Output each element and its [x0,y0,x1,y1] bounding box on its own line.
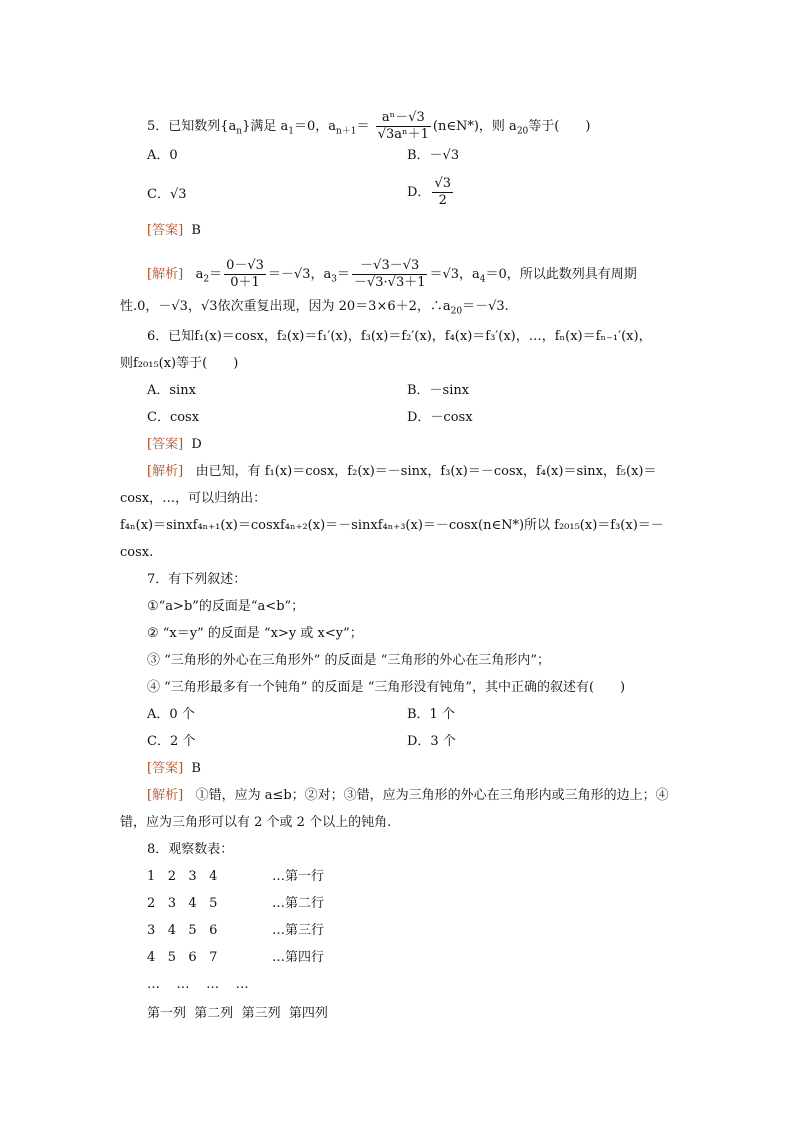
q5-option-a: A．0 [147,148,178,163]
q5-fraction-denominator: √3aⁿ＋1 [377,127,429,142]
table-cell: 3 [188,869,197,884]
table-cell: 5 [209,896,218,911]
analysis-text: ＝－√3，a [267,267,332,282]
q5-stem-text: (n∈N*)，则 a [432,119,517,134]
table-cell: 4 [188,896,197,911]
q5-option-c: C．√3 [147,187,187,202]
q6-stem-line1: 6．已知f₁(x)＝cosx，f₂(x)＝f₁′(x)，f₃(x)＝f₂′(x)，f₄(x)＝f₃′(x)，…，fₙ(x)＝fₙ₋₁′(x)， [147,329,652,344]
analysis-tag: [解析] [147,267,184,282]
q7-stem: 7．有下列叙述： [147,572,247,587]
row-label: …第三行 [272,923,325,938]
q7-option-a: A．0 个 [147,707,195,722]
q6-option-c: C．cosx [147,410,200,425]
q5-stem-text: 5．已知数列{a [147,119,237,134]
q6-option-a: A．sinx [147,383,196,398]
analysis-text: ＝ [336,267,350,282]
analysis-tag: [解析] [147,788,184,803]
q7-option-d: D．3 个 [407,734,456,749]
q5-option-d-fraction [432,176,453,209]
analysis-text: ＝0，所以此数列具有周期 [485,267,637,282]
q6-option-b: B．－sinx [407,383,470,398]
a3-denominator: －√3·√3＋1 [353,275,426,290]
answer-tag: [答案] [147,437,184,452]
a3-numerator: －√3－√3 [352,258,428,275]
a2-numerator: 0－√3 [226,258,264,273]
table-cell: 2 [147,896,156,911]
table-cell: 5 [167,950,176,965]
table-cell: 1 [147,869,156,884]
ellipsis: … [206,977,220,992]
q6-option-d: D．－cosx [407,410,473,425]
table-cell: 3 [147,923,156,938]
q7-analysis-line2: 错，应为三角形可以有 2 个或 2 个以上的钝角. [120,815,392,830]
q6-analysis-line1 [147,463,656,481]
table-cell: 3 [167,896,176,911]
column-label: 第二列 [194,1006,234,1021]
q5-option-d-numerator: √3 [434,176,451,191]
a3-fraction [352,258,428,291]
answer-value: B [191,223,201,238]
q7-option-c: C．2 个 [147,734,196,749]
table-cell: 7 [209,950,218,965]
row-label: …第二行 [272,896,325,911]
q7-item-2: ② “x＝y” 的反面是 “x>y 或 x<y”； [147,626,363,641]
analysis-text: ＝√3，a [429,267,480,282]
q5-stem-text: ＝ [356,119,370,134]
table-cell: 2 [167,869,176,884]
answer-tag: [答案] [147,223,184,238]
q5-fraction [376,110,431,143]
q5-stem-text: ＝0，a [293,119,337,134]
q5-option-d-denominator: 2 [438,193,447,208]
analysis-tag: [解析] [147,464,184,479]
a2-fraction [224,258,266,291]
q7-item-4: ④ “三角形最多有一个钝角” 的反面是 “三角形没有钝角”，其中正确的叙述有( ) [147,680,626,695]
table-row [147,922,217,940]
q5-answer [147,222,201,240]
ellipsis: … [235,977,249,992]
q6-stem-line2: 则f₂₀₁₅(x)等于( ) [120,356,239,371]
table-cell: 6 [209,923,218,938]
q7-item-1: ①“a>b”的反面是“a<b”； [147,599,305,614]
answer-tag: [答案] [147,761,184,776]
table-row [147,949,217,967]
table-cell: 6 [188,950,197,965]
q6-analysis-line3: f₄ₙ(x)＝sinxf₄ₙ₊₁(x)＝cosxf₄ₙ₊₂(x)＝－sinxf₄ₙ₊₃(x)＝－cosx(n∈N*)所以 f₂₀₁₅(x)＝f₃(x)＝－ [120,518,664,533]
analysis-text: a [195,267,204,282]
analysis-text: ＝ [209,267,223,282]
q6-analysis-line2: cosx，…，可以归纳出： [120,491,267,506]
q6-analysis-line4: cosx. [120,545,154,560]
row-label: …第四行 [272,950,325,965]
q7-answer [147,760,201,778]
q5-stem: 5．已知数列$\{a_n\}$满足 $a_1=0$，$a_{n+1}=$ $\frac{\text{aⁿ－√3}}{\text{√3aⁿ＋1}}$ (n∈N*)，则 $a_{20}$等于( ) [147,110,591,142]
table-cell: 4 [147,950,156,965]
q5-analysis-line1: [解析] $a_2=$ $\frac{0-√3}{0+1}$ ＝－√3，$a_3=$ $\frac{-√3-√3}{-√3\cdot√3+1}$ ＝√3，$a_4=0$，所以此数列具有周期 [147,258,637,290]
table-cell: 5 [188,923,197,938]
answer-value: D [191,437,202,452]
column-label: 第一列 [147,1006,187,1021]
q5-analysis-line2: 性.0，－√3，√3依次重复出现，因为 20＝3×6＋2，$\therefore a_{20}=-√3$. [120,299,509,317]
q5-option-d-prefix: D． [407,185,431,200]
table-cell: 4 [209,869,218,884]
column-label: 第四列 [288,1006,328,1021]
analysis-text: ①错，应为 a≤b；②对；③错，应为三角形的外心在三角形内或三角形的边上；④ [195,788,669,803]
table-row [147,895,217,913]
q5-fraction-numerator: aⁿ－√3 [376,110,431,127]
q7-item-3: ③ “三角形的外心在三角形外” 的反面是 “三角形的外心在三角形内”； [147,653,550,668]
q5-option-d [407,176,455,209]
ellipsis: … [176,977,190,992]
column-labels [147,1005,328,1023]
q8-stem: 8．观察数表： [147,842,234,857]
q5-option-b: B．－√3 [407,148,460,163]
q5-stem-text: 等于( ) [528,119,591,134]
q7-option-b: B．1 个 [407,707,455,722]
analysis-text: 由已知，有 f₁(x)＝cosx，f₂(x)＝－sinx，f₃(x)＝－cosx，f₄(x)＝sinx，f₅(x)＝ [195,464,657,479]
table-row [147,868,217,886]
table-ellipsis-row [147,976,249,994]
a2-denominator: 0＋1 [230,275,260,290]
ellipsis: … [147,977,160,992]
row-label: …第一行 [272,869,325,884]
q6-answer [147,436,202,454]
answer-value: B [191,761,201,776]
table-cell: 4 [167,923,176,938]
analysis-text: 性.0，－√3，√3依次重复出现，因为 20＝3×6＋2，∴a [120,299,451,314]
q5-stem-text: }满足 a [242,119,289,134]
q7-analysis-line1 [147,787,669,805]
analysis-text: ＝－√3. [462,299,509,314]
column-label: 第三列 [241,1006,281,1021]
